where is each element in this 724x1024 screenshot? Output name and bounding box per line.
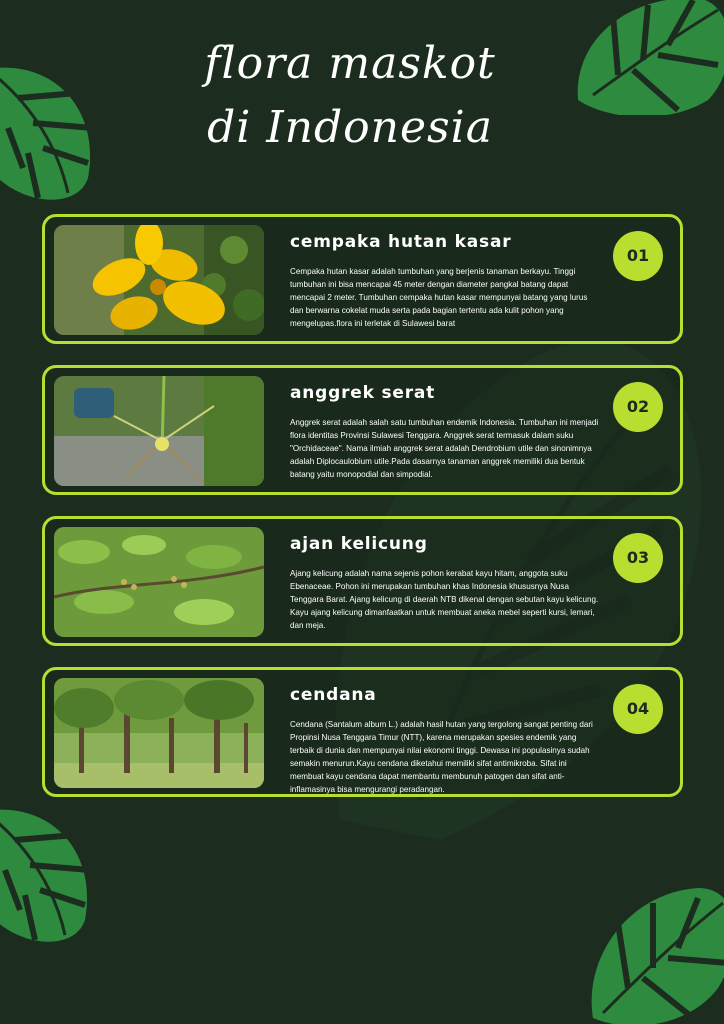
flora-name: cendana [290, 685, 377, 705]
flora-card [42, 516, 683, 646]
flora-description: Cempaka hutan kasar adalah tumbuhan yang berjenis tanaman berkayu. Tinggi tumbuhan ini bisa mencapai 45 meter dengan diameter pangkal batang dapat mencapai 2 meter. Tumbuhan cempaka hutan kasar mempunyai batang yang lurus dan berwarna cokelat muda serta pada bagian tertentu ada kulit pohon yang mengelupas.flora ini terletak di Sulawesi barat [290, 267, 588, 329]
orchid-photo [54, 376, 264, 486]
flora-photo [54, 376, 264, 486]
flora-description: Cendana (Santalum album L.) adalah hasil hutan yang tergolong sangat penting dari Propinsi Nusa Tenggara Timur (NTT), karena merupakan spesies endemik yang terbaik di dunia dan mempunyai nilai ekonomi tinggi. Dewasa ini populasinya sudah semakin menurun.Kayu cendana diketahui memiliki sifat antimikroba. Sifat ini membuat kayu cendana dapat membantu membunuh patogen dan sifat anti-inflamasinya bisa mengurangi peradangan. [290, 720, 593, 795]
flora-photo [54, 527, 264, 637]
flora-photo [54, 225, 264, 335]
monstera-leaf-icon [0, 58, 103, 208]
flora-name: cempaka hutan kasar [290, 232, 512, 252]
monstera-leaf-icon [578, 878, 724, 1024]
yellow-flower-photo [54, 225, 264, 335]
flora-name: anggrek serat [290, 383, 436, 403]
title-line-1: flora maskot [204, 38, 496, 89]
flora-photo [54, 678, 264, 788]
monstera-leaf-icon [568, 0, 724, 115]
sandalwood-forest-photo [54, 678, 264, 788]
flora-card [42, 365, 683, 495]
flora-card [42, 667, 683, 797]
flora-description: Ajang kelicung adalah nama sejenis pohon kerabat kayu hitam, anggota suku Ebenaceae. Pohon ini merupakan tumbuhan khas Indonesia khususnya Nusa Tenggara Barat. Ajang kelicung di daerah NTB dikenal dengan sebutan kayu kelicung. Kayu ajang kelicung dimanfaatkan untuk membuat aneka mebel seperti kursi, lemari, dan meja. [290, 569, 599, 631]
number-badge: 02 [613, 382, 663, 432]
flora-name: ajan kelicung [290, 534, 428, 554]
monstera-leaf-icon [0, 800, 100, 950]
number-badge: 01 [613, 231, 663, 281]
number-badge: 04 [613, 684, 663, 734]
number-badge: 03 [613, 533, 663, 583]
flora-description: Anggrek serat adalah salah satu tumbuhan endemik Indonesia. Tumbuhan ini menjadi flora identitas Provinsi Sulawesi Tenggara. Anggrek serat termasuk dalam suku "Orchidaceae". Nama ilmiah anggrek serat adalah Dendrobium utile dan sinonimnya adalah Diplocaulobium utile.Pada dasarnya tanaman anggrek memiliki dua bentuk batang yaitu monopodial dan simpodial. [290, 418, 599, 480]
page-title [150, 32, 550, 160]
kelicung-leaves-photo [54, 527, 264, 637]
title-line-2: di Indonesia [207, 102, 493, 153]
flora-card [42, 214, 683, 344]
